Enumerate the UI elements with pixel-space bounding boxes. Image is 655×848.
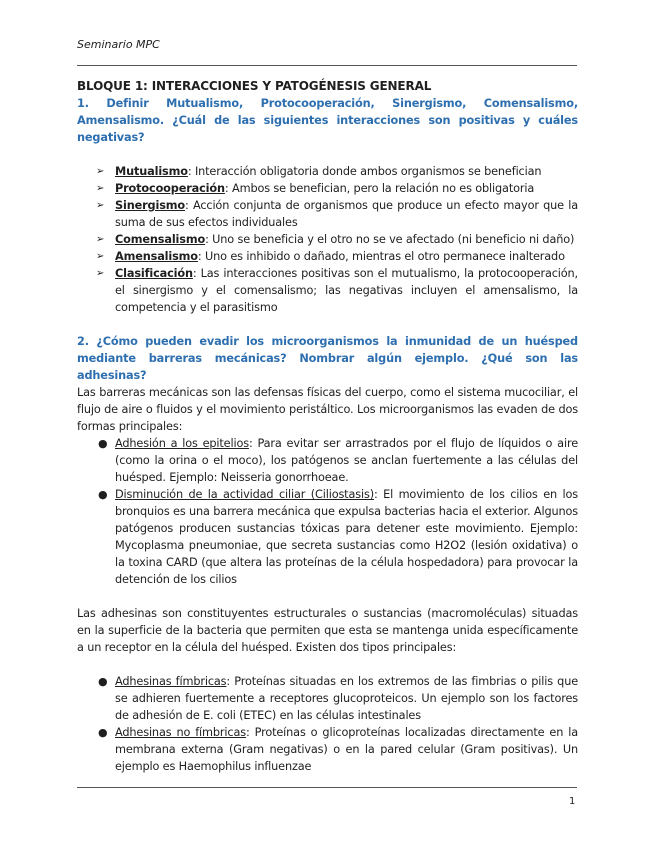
definition-text: : Uno se beneficia y el otro no se ve afectado (ni beneficio ni daño) [205, 233, 575, 246]
definition-text: : Las interacciones positivas son el mutualismo, la protocooperación, el sinergismo y el comensalismo; las negativas incluyen el amensalismo, la competencia y el parasitismo [115, 267, 578, 314]
term-adhesinas-fimbricas: Adhesinas fímbricas [115, 675, 227, 688]
document-body [77, 78, 578, 775]
term-mutualismo: Mutualismo [115, 165, 188, 178]
footer-rule [77, 787, 577, 788]
term-adhesion-epitelios: Adhesión a los epitelios [115, 437, 249, 450]
arrow-bullet-icon: ➢ [96, 166, 105, 177]
term-protocooperacion: Protocooperación [115, 182, 225, 195]
definition-text: : Ambos se benefician, pero la relación no es obligatoria [224, 182, 535, 195]
definition-text: : Proteínas o glicoproteínas localizadas directamente en la membrana externa (Gram negativas) o en la pared celular (Gram positivas). Un ejemplo es Haemophilus influenzae [115, 726, 578, 773]
list-item [77, 673, 578, 724]
list-item [77, 163, 578, 180]
definition-text: : El movimiento de los cilios en los bronquios es una barrera mecánica que expulsa bacterias hacia el exterior. Algunos patógenos producen sustancias tóxicas para detener este movimiento. Ejemplo: Mycoplasma pneumoniae, que secreta sustancias como H2O2 (lesión oxidativa) o la toxina CARD (que altera las proteínas de la célula hospedadora) para provocar la detención de los cilios [115, 488, 578, 586]
page-number: 1 [569, 796, 576, 807]
definition-text: : Proteínas situadas en los extremos de las fimbrias o pilis que se adhieren fuertemente a receptores glucoproteicos. Un ejemplo son los factores de adhesión de E. coli (ETEC) en las células intestinales [115, 675, 579, 722]
interactions-list [77, 163, 578, 316]
bullet-dot-icon: ● [98, 488, 108, 501]
arrow-bullet-icon: ➢ [96, 268, 105, 279]
arrow-bullet-icon: ➢ [96, 200, 105, 211]
term-sinergismo: Sinergismo [115, 199, 185, 212]
term-adhesinas-no-fimbricas: Adhesinas no fímbricas [115, 726, 246, 739]
definition-text: : Uno es inhibido o dañado, mientras el otro permanece inalterado [197, 250, 565, 263]
barriers-intro: Las barreras mecánicas son las defensas físicas del cuerpo, como el sistema mucociliar, el flujo de aire o fluidos y el movimiento peristáltico. Los microorganismos las evaden de dos formas principales: [77, 386, 578, 433]
term-clasificacion: Clasificación [115, 267, 193, 280]
list-item [77, 248, 578, 265]
definition-text: : Interacción obligatoria donde ambos organismos se benefician [187, 165, 542, 178]
list-item [77, 197, 578, 231]
bullet-dot-icon: ● [98, 675, 108, 688]
bullet-dot-icon: ● [98, 437, 108, 450]
arrow-bullet-icon: ➢ [96, 183, 105, 194]
adhesins-list [77, 673, 578, 775]
evasion-list [77, 435, 578, 588]
header-rule [77, 65, 577, 66]
arrow-bullet-icon: ➢ [96, 251, 105, 262]
adhesins-intro: Las adhesinas son constituyentes estructurales o sustancias (macromoléculas) situadas en la superficie de la bacteria que permiten que esta se mantenga unida específicamente a un receptor en la célula del huésped. Existen dos tipos principales: [77, 607, 578, 654]
bullet-dot-icon: ● [98, 726, 108, 739]
arrow-bullet-icon: ➢ [96, 234, 105, 245]
list-item [77, 231, 578, 248]
definition-text: : Para evitar ser arrastrados por el flujo de líquidos o aire (como la orina o el moco), los patógenos se anclan fuertemente a las células del huésped. Ejemplo: Neisseria gonorrhoeae. [115, 437, 578, 484]
list-item [77, 724, 578, 775]
question-2: 2. ¿Cómo pueden evadir los microorganismos la inmunidad de un huésped mediante barreras mecánicas? Nombrar algún ejemplo. ¿Qué son las adhesinas? [77, 335, 578, 382]
list-item [77, 486, 578, 588]
definition-text: : Acción conjunta de organismos que produce un efecto mayor que la suma de sus efectos individuales [115, 199, 578, 229]
list-item [77, 435, 578, 486]
term-ciliostasis: Disminución de la actividad ciliar (Ciliostasis) [115, 488, 374, 501]
block-title: BLOQUE 1: INTERACCIONES Y PATOGÉNESIS GENERAL [77, 79, 432, 93]
list-item [77, 265, 578, 316]
list-item [77, 180, 578, 197]
question-1: 1. Definir Mutualismo, Protocooperación, Sinergismo, Comensalismo, Amensalismo. ¿Cuál de las siguientes interacciones son positivas y cuáles negativas? [77, 97, 578, 144]
term-comensalismo: Comensalismo [115, 233, 206, 246]
page-header: Seminario MPC [77, 38, 160, 51]
term-amensalismo: Amensalismo [115, 250, 198, 263]
